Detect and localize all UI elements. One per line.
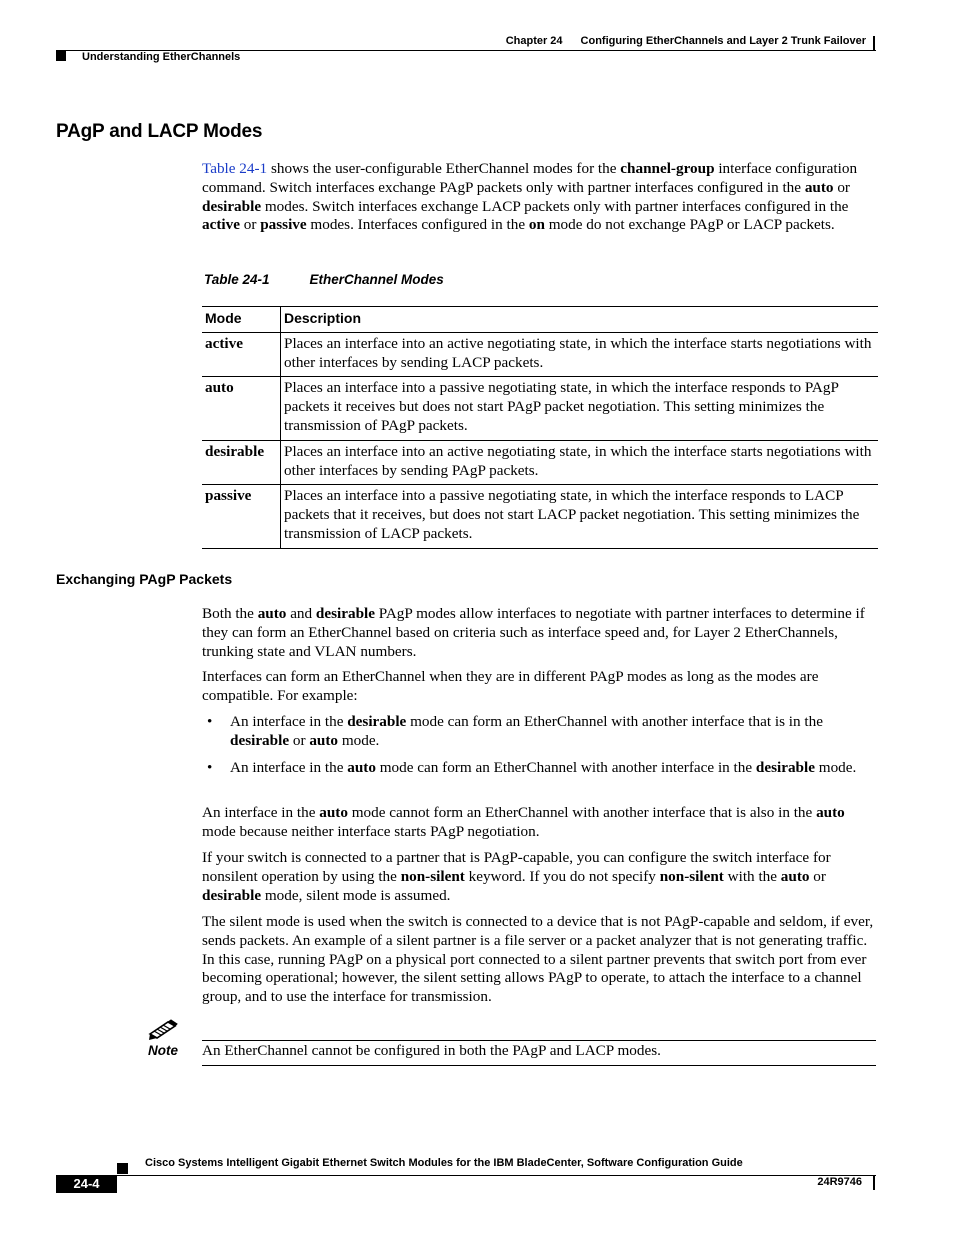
- note-bottom-rule: [202, 1065, 876, 1066]
- paragraph: [202, 849, 878, 905]
- keyword: auto: [816, 804, 845, 821]
- text: An interface in the: [230, 758, 348, 776]
- section-header: Understanding EtherChannels: [82, 51, 241, 63]
- pencil-note-icon: [148, 1016, 178, 1042]
- keyword: desirable: [347, 713, 407, 730]
- keyword: on: [528, 216, 545, 234]
- footer-rule: [56, 1175, 876, 1176]
- command-name: channel-group: [620, 160, 715, 177]
- page-number: 24-4: [56, 1175, 117, 1193]
- description-cell: Places an interface into an active negotiating state, in which the interface starts negotiations with other interfaces by sending PAgP packets.: [281, 440, 879, 485]
- text: mode cannot form an EtherChannel with another interface that is also in the: [347, 804, 817, 821]
- text: or: [289, 731, 310, 749]
- keyword: auto: [780, 867, 810, 885]
- keyword: auto: [804, 178, 834, 196]
- footer-tick: [873, 1176, 875, 1190]
- keyword: auto: [347, 758, 376, 776]
- keyword: non-silent: [659, 867, 724, 885]
- footer-marker: [117, 1163, 128, 1174]
- chapter-title: Configuring EtherChannels and Layer 2 Trunk Failover: [580, 35, 866, 47]
- text: shows the user-configurable EtherChannel modes for the: [267, 160, 621, 177]
- text: or: [833, 178, 850, 196]
- text: or: [239, 216, 261, 234]
- list-item: [202, 759, 878, 778]
- table-number: Table 24-1: [204, 272, 270, 287]
- list-item: [202, 713, 878, 751]
- description-cell: Places an interface into a passive negotiating state, in which the interface responds to PAgP packets it receives but does not start PAgP packet negotiation. This setting minimizes the transmission of PAgP packets.: [281, 377, 879, 440]
- table-row: [202, 377, 878, 440]
- keyword: non-silent: [400, 867, 465, 885]
- table-header-row: [202, 307, 878, 333]
- table-row: [202, 485, 878, 548]
- column-header-description: Description: [281, 307, 879, 333]
- keyword: desirable: [202, 197, 262, 215]
- text: or: [809, 867, 826, 885]
- text: modes. Interfaces configured in the: [306, 216, 529, 234]
- mode-cell: auto: [202, 377, 281, 440]
- text: An interface in the: [202, 804, 320, 821]
- keyword: passive: [260, 216, 307, 234]
- note-label: Note: [148, 1043, 178, 1058]
- keyword: auto: [309, 731, 339, 749]
- text: mode, silent mode is assumed.: [261, 886, 451, 904]
- paragraph: [202, 804, 878, 842]
- text: mode can form an EtherChannel with another interface that is in the: [406, 713, 823, 730]
- modes-table: [202, 306, 878, 549]
- mode-cell: desirable: [202, 440, 281, 485]
- text: interface configuration command. Switch interfaces exchange PAgP packets only with partner interfaces configured in the: [202, 160, 858, 196]
- paragraph: [202, 605, 878, 661]
- mode-cell: passive: [202, 485, 281, 548]
- text: keyword. If you do not specify: [464, 867, 660, 885]
- running-header: [506, 35, 866, 47]
- text: mode do not exchange PAgP or LACP packets.: [544, 216, 835, 234]
- paragraph: Interfaces can form an EtherChannel when they are in different PAgP modes as long as the modes are compatible. For example:: [202, 668, 819, 704]
- document-number: 24R9746: [817, 1176, 862, 1188]
- text: and: [286, 605, 316, 622]
- description-cell: Places an interface into an active negotiating state, in which the interface starts negotiations with other interfaces by sending LACP packets.: [281, 332, 879, 377]
- keyword: desirable: [755, 758, 815, 776]
- text: Both the: [202, 605, 258, 622]
- keyword: active: [202, 216, 240, 234]
- table-title: EtherChannel Modes: [309, 272, 444, 287]
- table-caption: [204, 272, 444, 287]
- text: mode.: [814, 758, 857, 776]
- mode-cell: active: [202, 332, 281, 377]
- page-title: PAgP and LACP Modes: [56, 121, 263, 142]
- header-marker: [56, 51, 66, 61]
- text: If your switch is connected to a partner that is PAgP-capable, you can configure the switch interface for nonsilent operation by using the: [202, 849, 831, 885]
- keyword: desirable: [230, 731, 290, 749]
- table-row: [202, 332, 878, 377]
- text: mode.: [338, 731, 380, 749]
- text: modes. Switch interfaces exchange LACP packets only with partner interfaces configured in the: [261, 197, 849, 215]
- column-header-mode: Mode: [202, 307, 281, 333]
- paragraph: The silent mode is used when the switch is connected to a device that is not PAgP-capable and seldom, if ever, sends packets. An example of a silent partner is a file server or a packet analyzer that is not generating traffic. In this case, running PAgP on a physical port connected to a silent partner prevents that switch port from ever becoming operational; however, the silent setting allows PAgP to operate, to attach the interface to a channel group, and to use the interface for transmission.: [202, 913, 874, 1006]
- keyword: auto: [319, 804, 348, 821]
- chapter-number: Chapter 24: [505, 35, 563, 47]
- header-tick: [873, 36, 875, 51]
- note-text: An EtherChannel cannot be configured in both the PAgP and LACP modes.: [202, 1042, 661, 1059]
- text: with the: [723, 867, 781, 885]
- description-cell: Places an interface into a passive negotiating state, in which the interface responds to LACP packets that it receives, but does not start LACP packet negotiation. This setting minimizes the transmission of LACP packets.: [281, 485, 879, 548]
- footer-title: Cisco Systems Intelligent Gigabit Ethernet Switch Modules for the IBM BladeCenter, Software Configuration Guide: [145, 1157, 743, 1169]
- intro-paragraph: [202, 160, 878, 235]
- keyword: auto: [257, 605, 287, 622]
- keyword: desirable: [315, 605, 375, 622]
- table-link[interactable]: Table 24-1: [202, 160, 268, 177]
- note-top-rule: [202, 1040, 876, 1041]
- text: mode because neither interface starts PAgP negotiation.: [202, 822, 540, 840]
- bullet-list: [202, 713, 878, 785]
- subsection-title: Exchanging PAgP Packets: [56, 571, 233, 587]
- text: PAgP modes allow interfaces to negotiate with partner interfaces to determine if they can form an EtherChannel based on criteria such as interface speed and, for Layer 2 EtherChannels, trunking state and VLAN numbers.: [202, 605, 865, 660]
- text: An interface in the: [230, 713, 348, 730]
- keyword: desirable: [202, 886, 262, 904]
- text: mode can form an EtherChannel with another interface in the: [375, 758, 756, 776]
- table-row: [202, 440, 878, 485]
